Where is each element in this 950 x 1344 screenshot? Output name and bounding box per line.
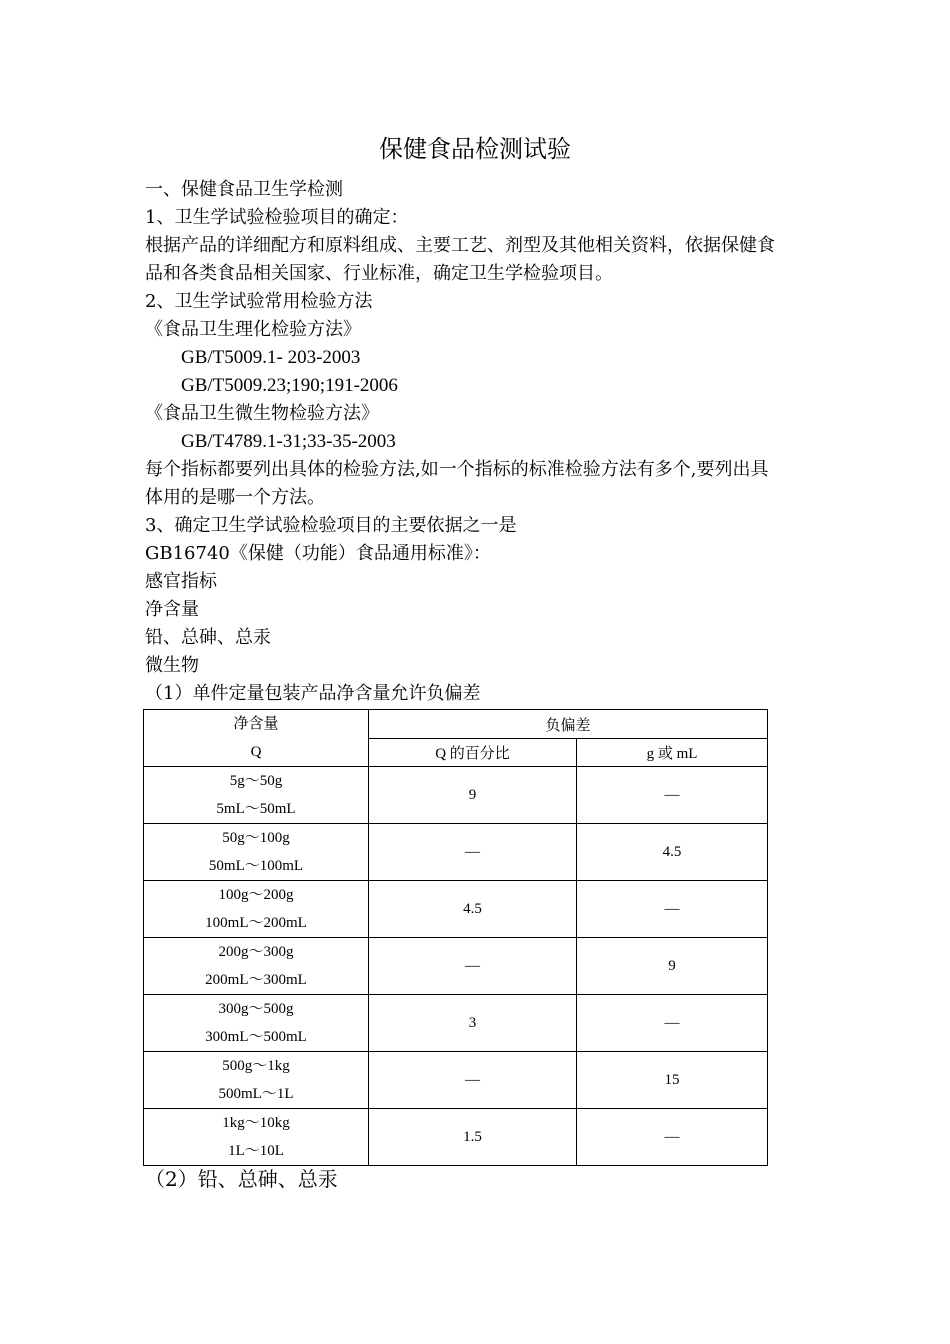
header-negative-deviation: 负偏差 <box>369 710 768 739</box>
net-content-range: 100g～200g 100mL～200mL <box>144 881 369 938</box>
standard-reference: GB16740《保健（功能）食品通用标准》： <box>145 543 491 564</box>
percentage-cell: — <box>369 1052 577 1109</box>
net-content-range: 300g～500g 300mL～500mL <box>144 995 369 1052</box>
table-row <box>144 1109 768 1166</box>
section-heading: （2）铅、总砷、总汞 <box>145 1167 338 1191</box>
net-content-range: 500g～1kg 500mL～1L <box>144 1052 369 1109</box>
list-item: 感官指标 <box>145 571 217 592</box>
percentage-cell: — <box>369 938 577 995</box>
absolute-cell: — <box>577 881 768 938</box>
standard-code: GB/T5009.1- 203-2003 <box>181 347 361 368</box>
section-heading: 一、保健食品卫生学检测 <box>145 179 343 200</box>
standard-code: GB/T5009.23;190;191-2006 <box>181 375 398 396</box>
percentage-cell: 3 <box>369 995 577 1052</box>
document-title: 保健食品检测试验 <box>379 135 571 163</box>
standard-code: GB/T4789.1-31;33-35-2003 <box>181 431 396 452</box>
list-item: 铅、总砷、总汞 <box>145 627 271 648</box>
list-item: 微生物 <box>145 655 199 676</box>
subsection-heading: 3、确定卫生学试验检验项目的主要依据之一是 <box>145 515 517 536</box>
subsection-heading: 1、卫生学试验检验项目的确定： <box>145 207 409 228</box>
percentage-cell: 1.5 <box>369 1109 577 1166</box>
net-content-range: 50g～100g 50mL～100mL <box>144 824 369 881</box>
absolute-cell: — <box>577 995 768 1052</box>
table-row <box>144 881 768 938</box>
method-book-title: 《食品卫生微生物检验方法》 <box>145 403 379 424</box>
absolute-cell: 15 <box>577 1052 768 1109</box>
table-row <box>144 938 768 995</box>
net-content-range: 5g～50g 5mL～50mL <box>144 767 369 824</box>
net-content-range: 1kg～10kg 1L～10L <box>144 1109 369 1166</box>
header-absolute: g 或 mL <box>577 739 768 767</box>
paragraph-line: 品和各类食品相关国家、行业标准，确定卫生学检验项目。 <box>145 263 613 284</box>
header-net-content: 净含量 Q <box>144 710 369 767</box>
table-caption: （1）单件定量包装产品净含量允许负偏差 <box>145 683 481 704</box>
absolute-cell: — <box>577 1109 768 1166</box>
subsection-heading: 2、卫生学试验常用检验方法 <box>145 291 373 312</box>
percentage-cell: 9 <box>369 767 577 824</box>
paragraph-line: 每个指标都要列出具体的检验方法,如一个指标的标准检验方法有多个,要列出具 <box>145 459 769 480</box>
absolute-cell: — <box>577 767 768 824</box>
table-row <box>144 824 768 881</box>
table-row <box>144 1052 768 1109</box>
absolute-cell: 9 <box>577 938 768 995</box>
table-row <box>144 767 768 824</box>
absolute-cell: 4.5 <box>577 824 768 881</box>
percentage-cell: 4.5 <box>369 881 577 938</box>
method-book-title: 《食品卫生理化检验方法》 <box>145 319 361 340</box>
percentage-cell: — <box>369 824 577 881</box>
paragraph-line: 根据产品的详细配方和原料组成、主要工艺、剂型及其他相关资料，依据保健食 <box>145 235 775 256</box>
list-item: 净含量 <box>145 599 199 620</box>
net-content-range: 200g～300g 200mL～300mL <box>144 938 369 995</box>
paragraph-line: 体用的是哪一个方法。 <box>145 487 325 508</box>
net-content-tolerance-table <box>143 709 768 1166</box>
header-percentage: Q 的百分比 <box>369 739 577 767</box>
table-row <box>144 995 768 1052</box>
